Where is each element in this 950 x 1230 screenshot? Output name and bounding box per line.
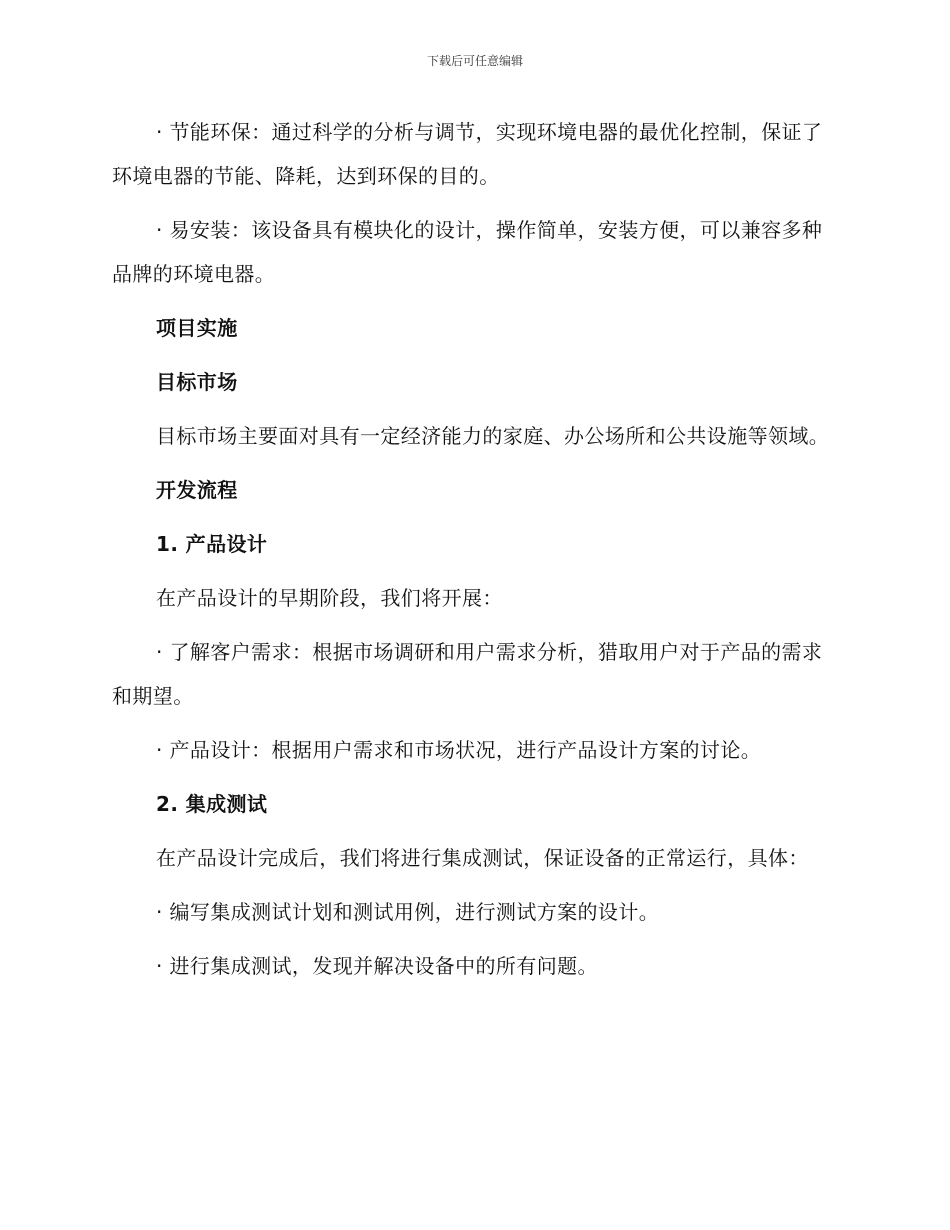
paragraph-integration-testing-intro: 在产品设计完成后，我们将进行集成测试，保证设备的正常运行，具体： (156, 846, 809, 870)
heading-product-design: 1. 产品设计 (156, 532, 268, 556)
heading-project-implementation: 项目实施 (156, 316, 238, 340)
heading-development-process: 开发流程 (156, 478, 238, 502)
paragraph-target-market: 目标市场主要面对具有一定经济能力的家庭、办公场所和公共设施等领域。 (156, 424, 830, 448)
document-body (112, 110, 832, 988)
bullet-test-plan: · 编写集成测试计划和测试用例，进行测试方案的设计。 (156, 900, 660, 924)
bullet-product-design: · 产品设计：根据用户需求和市场状况，进行产品设计方案的讨论。 (156, 738, 762, 762)
heading-target-market: 目标市场 (156, 370, 238, 394)
bullet-run-tests: · 进行集成测试，发现并解决设备中的所有问题。 (156, 954, 598, 978)
page-header-note: 下载后可任意编辑 (426, 54, 523, 68)
heading-integration-testing: 2. 集成测试 (156, 792, 268, 816)
bullet-customer-needs: · 了解客户需求：根据市场调研和用户需求分析，猎取用户对于产品的需求和期望。 (112, 640, 823, 708)
paragraph-product-design-intro: 在产品设计的早期阶段，我们将开展： (156, 586, 503, 610)
bullet-energy-saving: · 节能环保：通过科学的分析与调节，实现环境电器的最优化控制，保证了环境电器的节能、降耗，达到环保的目的。 (112, 120, 823, 188)
bullet-easy-install: · 易安装：该设备具有模块化的设计，操作简单，安装方便，可以兼容多种品牌的环境电器。 (112, 218, 823, 286)
